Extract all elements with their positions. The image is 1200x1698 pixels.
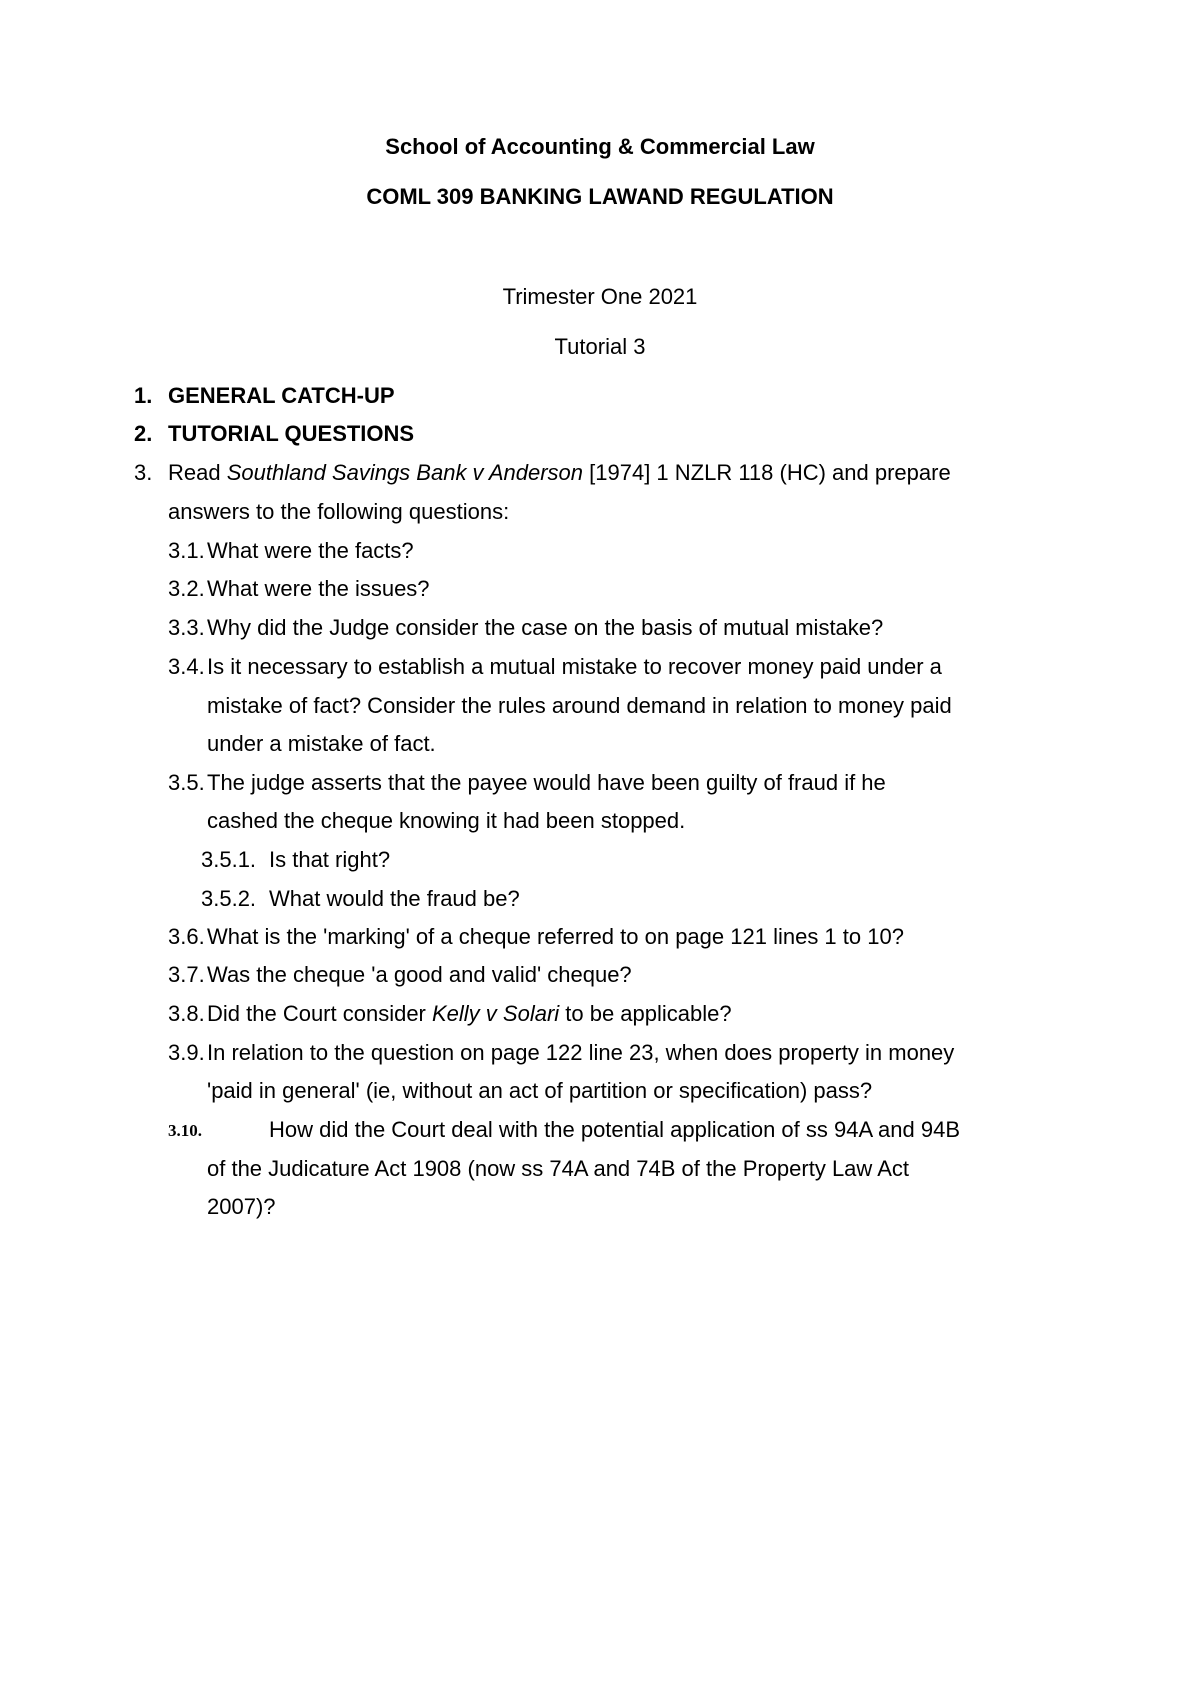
item-number: 2.: [134, 421, 153, 446]
question-text: Why did the Judge consider the case on the basis of mutual mistake?: [207, 615, 884, 640]
question-text-continued: mistake of fact? Consider the rules around demand in relation to money paid: [207, 693, 952, 718]
question-text: [207, 1001, 732, 1027]
question-text: In relation to the question on page 122 line 23, when does property in money: [207, 1040, 955, 1065]
question-text-continued: of the Judicature Act 1908 (now ss 74A and 74B of the Property Law Act: [207, 1156, 909, 1181]
question-suffix: to be applicable?: [559, 1001, 732, 1026]
question-text: Was the cheque 'a good and valid' cheque?: [207, 962, 632, 987]
item-tutorial-questions: TUTORIAL QUESTIONS: [168, 421, 415, 446]
course-title: COML 309 BANKING LAWAND REGULATION: [366, 184, 834, 209]
item-general-catch-up: GENERAL CATCH-UP: [168, 383, 395, 408]
question-text: What is the 'marking' of a cheque referred to on page 121 lines 1 to 10?: [207, 924, 904, 949]
tutorial-label: Tutorial 3: [554, 334, 646, 359]
question-prefix: Did the Court consider: [207, 1001, 432, 1026]
subquestion-text: What would the fraud be?: [269, 886, 520, 911]
question-text: What were the issues?: [207, 576, 430, 601]
question-number: 3.10.: [168, 1121, 202, 1140]
question-number: 3.7.: [168, 962, 205, 987]
question-number: 3.1.: [168, 538, 205, 563]
question-text: The judge asserts that the payee would have been guilty of fraud if he: [207, 770, 886, 795]
question-text-continued: under a mistake of fact.: [207, 731, 436, 756]
school-heading: School of Accounting & Commercial Law: [385, 134, 815, 159]
item-number: 1.: [134, 383, 153, 408]
question-text: How did the Court deal with the potential application of ss 94A and 94B: [269, 1117, 961, 1142]
citation-text: [1974] 1 NZLR 118 (HC) and prepare: [583, 460, 951, 485]
question-text-continued: cashed the cheque knowing it had been stopped.: [207, 808, 686, 833]
question-text: Is it necessary to establish a mutual mistake to recover money paid under a: [207, 654, 942, 679]
question-number: 3.8.: [168, 1001, 205, 1026]
question-text: What were the facts?: [207, 538, 414, 563]
trimester-label: Trimester One 2021: [502, 284, 698, 309]
question-number: 3.3.: [168, 615, 205, 640]
question-number: 3.4.: [168, 654, 205, 679]
case-name: Southland Savings Bank v Anderson: [226, 460, 584, 485]
question-number: 3.6.: [168, 924, 205, 949]
subquestion-number: 3.5.1.: [201, 847, 257, 872]
item-read-case-continued: answers to the following questions:: [168, 499, 510, 524]
question-text-continued: 2007)?: [207, 1194, 276, 1219]
question-number: 3.9.: [168, 1040, 205, 1065]
case-name: Kelly v Solari: [432, 1001, 560, 1026]
question-number: 3.2.: [168, 576, 205, 601]
subquestion-text: Is that right?: [269, 847, 391, 872]
read-prefix: Read: [168, 460, 227, 485]
item-number: 3.: [134, 460, 153, 485]
item-read-case: [168, 460, 951, 486]
question-number: 3.5.: [168, 770, 205, 795]
subquestion-number: 3.5.2.: [201, 886, 257, 911]
question-text-continued: 'paid in general' (ie, without an act of partition or specification) pass?: [207, 1078, 873, 1103]
